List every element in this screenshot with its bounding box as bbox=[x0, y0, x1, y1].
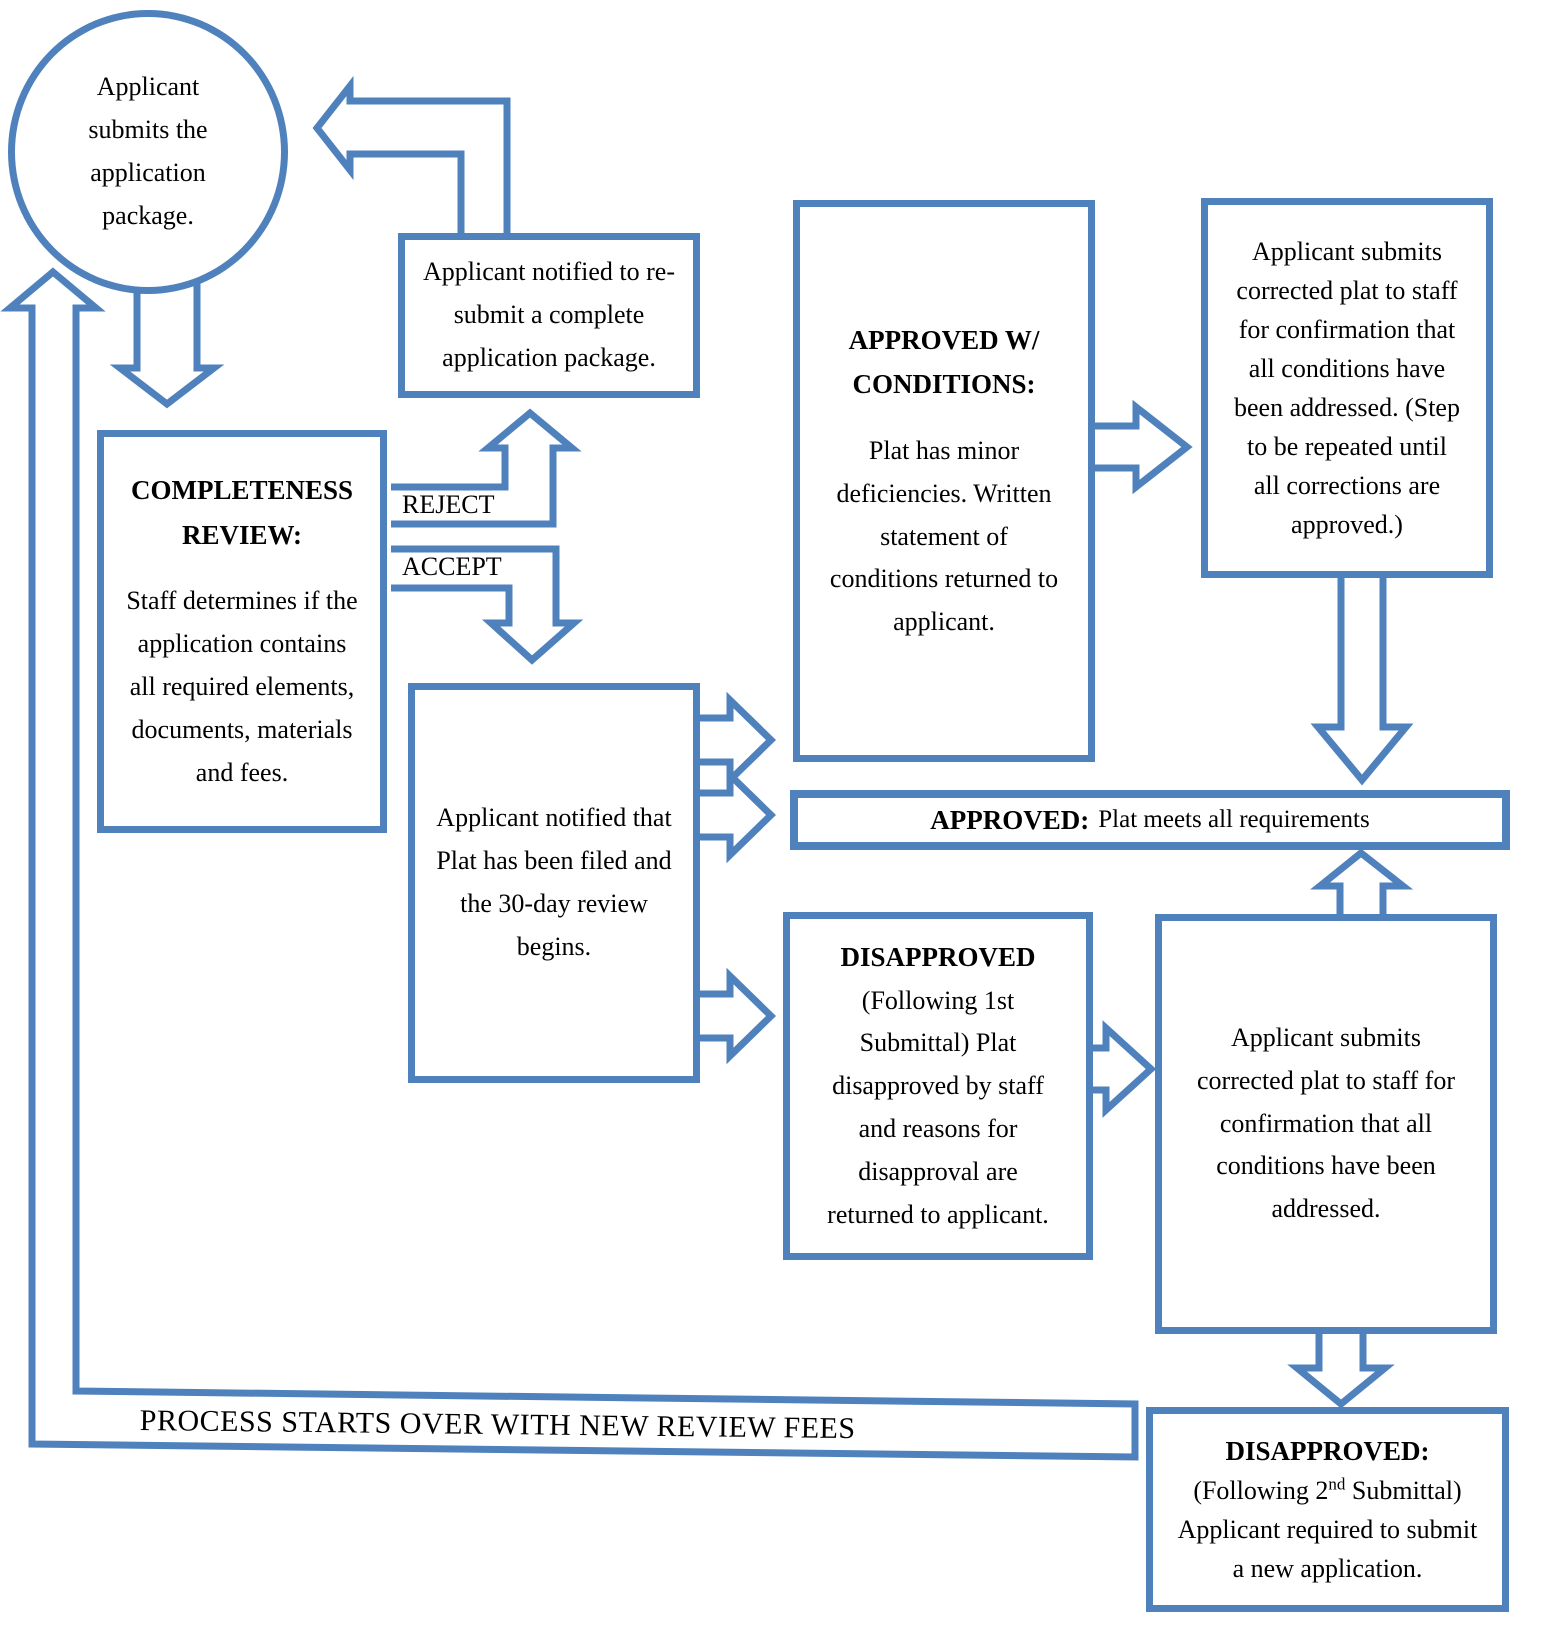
completeness-title: COMPLETENESS REVIEW: bbox=[130, 475, 354, 550]
accept-label: ACCEPT bbox=[402, 552, 502, 581]
disapproved-first-box bbox=[783, 912, 1093, 1260]
corrected-plat-top-box bbox=[1201, 198, 1493, 578]
reject-label: REJECT bbox=[402, 490, 495, 519]
corrected-plat-bottom-text: Applicant submits corrected plat to staff for confirmation that all conditions have been addressed. bbox=[1197, 1022, 1455, 1224]
arrow-corrected-to-approved bbox=[1318, 572, 1406, 780]
disapproved-second-body-before: (Following 2 bbox=[1193, 1476, 1329, 1506]
disapproved-second-box bbox=[1146, 1407, 1509, 1612]
arrow-filed-to-approved bbox=[694, 775, 771, 855]
approved-bar-body: Plat meets all requirements bbox=[1098, 806, 1370, 834]
arrow-disapproved-to-corrected-bottom bbox=[1087, 1028, 1151, 1110]
approved-conditions-box bbox=[793, 200, 1095, 762]
approved-conditions-title: APPROVED W/ CONDITIONS: bbox=[848, 324, 1040, 400]
corrected-plat-bottom-box bbox=[1155, 914, 1497, 1334]
completeness-review-box bbox=[97, 430, 387, 833]
filed-box bbox=[408, 683, 700, 1083]
arrow-resubmit-to-start bbox=[317, 86, 507, 240]
completeness-body: Staff determines if the application contains all required elements, documents, materials and fees. bbox=[126, 586, 358, 787]
arrow-filed-to-disapproved bbox=[694, 976, 771, 1056]
process-restart-label: PROCESS STARTS OVER WITH NEW REVIEW FEES bbox=[139, 1403, 856, 1446]
approved-bar bbox=[790, 790, 1510, 850]
resubmit-box bbox=[398, 233, 700, 398]
arrow-approved-conditions-to-corrected bbox=[1089, 407, 1187, 487]
resubmit-text: Applicant notified to re-submit a complete application package. bbox=[423, 257, 675, 372]
arrow-filed-to-approved-conditions bbox=[694, 700, 771, 780]
disapproved-second-sup: nd bbox=[1328, 1474, 1346, 1494]
disapproved-second-body bbox=[1169, 1471, 1486, 1588]
approved-conditions-body: Plat has minor deficiencies. Written statement of conditions returned to applicant. bbox=[829, 435, 1059, 637]
disapproved-second-title: DISAPPROVED: bbox=[1225, 1435, 1430, 1466]
disapproved-second-body-after: Submittal) Applicant required to submit a new application. bbox=[1177, 1476, 1478, 1584]
arrow-corrected-bottom-to-approved bbox=[1320, 853, 1403, 920]
disapproved-first-title: DISAPPROVED bbox=[840, 942, 1036, 973]
approved-bar-title: APPROVED: bbox=[930, 804, 1090, 835]
corrected-plat-top-text: Applicant submits corrected plat to staff for confirmation that all conditions have been addressed. (Step to be repeated until all corrections are approved.) bbox=[1234, 237, 1460, 539]
filed-text: Applicant notified that Plat has been filed and the 30-day review begins. bbox=[436, 803, 672, 961]
start-circle bbox=[8, 10, 288, 294]
disapproved-first-body: (Following 1st Submittal) Plat disapproved by staff and reasons for disapproval are returned to applicant. bbox=[827, 985, 1049, 1230]
start-circle-text: Applicant submits the application package. bbox=[88, 72, 208, 230]
arrow-corrected-bottom-to-disapproved-second bbox=[1297, 1328, 1385, 1404]
